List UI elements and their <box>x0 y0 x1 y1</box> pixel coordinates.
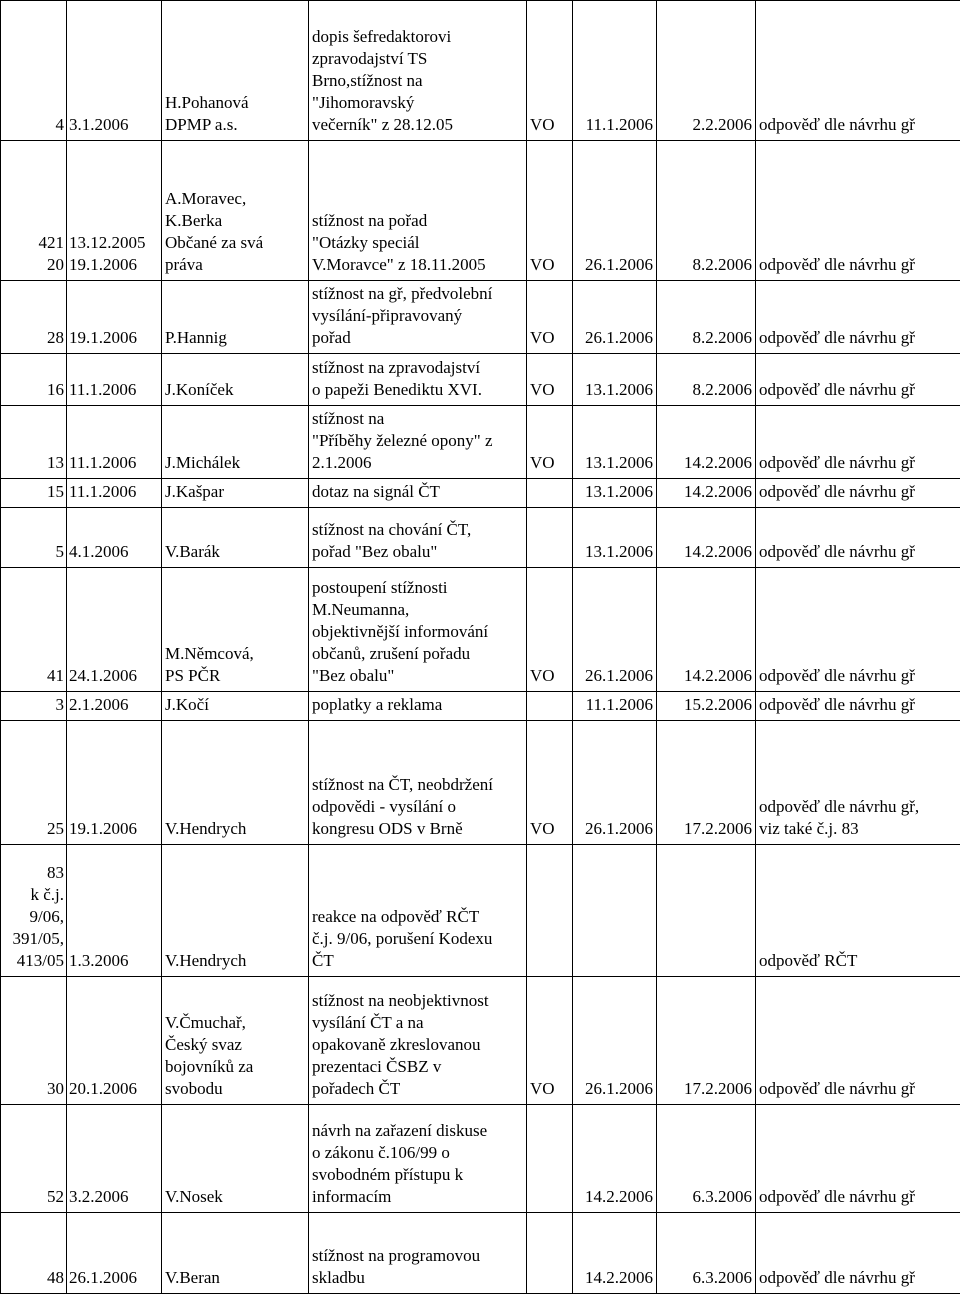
cell-subject: stížnost na gř, předvolební vysílání-připravovaný pořad <box>309 281 527 354</box>
cell-type <box>527 479 573 508</box>
cell-resolved <box>657 845 756 977</box>
cell-id: 28 <box>1 281 67 354</box>
cell-sender: V.Hendrych <box>162 845 309 977</box>
cell-sender: H.Pohanová DPMP a.s. <box>162 1 309 141</box>
cell-resolved: 15.2.2006 <box>657 692 756 721</box>
cell-id: 25 <box>1 721 67 845</box>
cell-type: VO <box>527 281 573 354</box>
table-row <box>1 508 960 568</box>
cell-date: 24.1.2006 <box>67 568 162 692</box>
table-row <box>1 354 960 406</box>
cell-sender: J.Michálek <box>162 406 309 479</box>
cell-result: odpověď dle návrhu gř, viz také č.j. 83 <box>756 721 960 845</box>
cell-sender: V.Beran <box>162 1213 309 1294</box>
table-row <box>1 1105 960 1213</box>
cell-sender: V.Barák <box>162 508 309 568</box>
cell-date: 2.1.2006 <box>67 692 162 721</box>
table-row <box>1 568 960 692</box>
cell-id: 30 <box>1 977 67 1105</box>
table-row <box>1 479 960 508</box>
cell-subject: stížnost na pořad "Otázky speciál V.Moravce" z 18.11.2005 <box>309 141 527 281</box>
cell-result: odpověď dle návrhu gř <box>756 568 960 692</box>
cell-id: 3 <box>1 692 67 721</box>
cell-type <box>527 1213 573 1294</box>
cell-received: 26.1.2006 <box>573 977 657 1105</box>
cell-date: 19.1.2006 <box>67 281 162 354</box>
cell-date: 3.2.2006 <box>67 1105 162 1213</box>
cell-resolved: 8.2.2006 <box>657 354 756 406</box>
table-row <box>1 692 960 721</box>
cell-resolved: 14.2.2006 <box>657 508 756 568</box>
cell-type <box>527 508 573 568</box>
cell-received: 13.1.2006 <box>573 508 657 568</box>
cell-id: 41 <box>1 568 67 692</box>
cell-id: 4 <box>1 1 67 141</box>
cell-sender: P.Hannig <box>162 281 309 354</box>
cell-type: VO <box>527 977 573 1105</box>
cell-type: VO <box>527 1 573 141</box>
cell-received: 13.1.2006 <box>573 479 657 508</box>
cell-received: 26.1.2006 <box>573 568 657 692</box>
cell-result: odpověď dle návrhu gř <box>756 406 960 479</box>
cell-result: odpověď dle návrhu gř <box>756 1213 960 1294</box>
cell-received: 11.1.2006 <box>573 692 657 721</box>
cell-subject: postoupení stížnosti M.Neumanna, objektivnější informování občanů, zrušení pořadu "Bez obalu" <box>309 568 527 692</box>
cell-id: 421 20 <box>1 141 67 281</box>
cell-received: 14.2.2006 <box>573 1213 657 1294</box>
cell-type: VO <box>527 568 573 692</box>
cell-date: 4.1.2006 <box>67 508 162 568</box>
cell-received <box>573 845 657 977</box>
cell-subject: dotaz na signál ČT <box>309 479 527 508</box>
cell-id: 16 <box>1 354 67 406</box>
cell-subject: stížnost na programovou skladbu <box>309 1213 527 1294</box>
cell-resolved: 17.2.2006 <box>657 977 756 1105</box>
cell-result: odpověď dle návrhu gř <box>756 1105 960 1213</box>
cell-date: 26.1.2006 <box>67 1213 162 1294</box>
cell-resolved: 8.2.2006 <box>657 281 756 354</box>
cell-type <box>527 692 573 721</box>
cell-id: 5 <box>1 508 67 568</box>
cell-subject: stížnost na neobjektivnost vysílání ČT a na opakovaně zkreslovanou prezentaci ČSBZ v pořadech ČT <box>309 977 527 1105</box>
cell-received: 26.1.2006 <box>573 281 657 354</box>
cell-sender: J.Kočí <box>162 692 309 721</box>
table-row <box>1 845 960 977</box>
cell-resolved: 8.2.2006 <box>657 141 756 281</box>
cell-result: odpověď dle návrhu gř <box>756 977 960 1105</box>
table-row <box>1 406 960 479</box>
cell-received: 11.1.2006 <box>573 1 657 141</box>
cell-sender: J.Kašpar <box>162 479 309 508</box>
cell-result: odpověď dle návrhu gř <box>756 479 960 508</box>
cell-result: odpověď RČT <box>756 845 960 977</box>
cell-subject: dopis šefredaktorovi zpravodajství TS Brno,stížnost na "Jihomoravský večerník" z 28.12.05 <box>309 1 527 141</box>
cell-resolved: 2.2.2006 <box>657 1 756 141</box>
cell-type: VO <box>527 406 573 479</box>
cell-received: 26.1.2006 <box>573 721 657 845</box>
table-row <box>1 1213 960 1294</box>
cell-result: odpověď dle návrhu gř <box>756 354 960 406</box>
cell-date: 11.1.2006 <box>67 479 162 508</box>
cell-subject: poplatky a reklama <box>309 692 527 721</box>
cell-sender: V.Čmuchař, Český svaz bojovníků za svobodu <box>162 977 309 1105</box>
cell-type: VO <box>527 354 573 406</box>
cell-resolved: 14.2.2006 <box>657 479 756 508</box>
cell-received: 13.1.2006 <box>573 406 657 479</box>
cell-resolved: 14.2.2006 <box>657 568 756 692</box>
cell-resolved: 6.3.2006 <box>657 1105 756 1213</box>
cell-type <box>527 1105 573 1213</box>
cell-type <box>527 845 573 977</box>
cell-sender: V.Hendrych <box>162 721 309 845</box>
cell-date: 19.1.2006 <box>67 721 162 845</box>
cell-resolved: 17.2.2006 <box>657 721 756 845</box>
cell-result: odpověď dle návrhu gř <box>756 281 960 354</box>
cell-received: 26.1.2006 <box>573 141 657 281</box>
cell-subject: reakce na odpověď RČT č.j. 9/06, porušení Kodexu ČT <box>309 845 527 977</box>
cell-id: 83 k č.j. 9/06, 391/05, 413/05 <box>1 845 67 977</box>
cell-result: odpověď dle návrhu gř <box>756 508 960 568</box>
cell-date: 20.1.2006 <box>67 977 162 1105</box>
cell-result: odpověď dle návrhu gř <box>756 1 960 141</box>
cell-subject: návrh na zařazení diskuse o zákonu č.106/99 o svobodném přístupu k informacím <box>309 1105 527 1213</box>
cell-result: odpověď dle návrhu gř <box>756 141 960 281</box>
cell-result: odpověď dle návrhu gř <box>756 692 960 721</box>
cell-date: 11.1.2006 <box>67 406 162 479</box>
cell-subject: stížnost na ČT, neobdržení odpovědi - vysílání o kongresu ODS v Brně <box>309 721 527 845</box>
cell-received: 14.2.2006 <box>573 1105 657 1213</box>
cell-subject: stížnost na zpravodajství o papeži Benediktu XVI. <box>309 354 527 406</box>
cell-sender: J.Koníček <box>162 354 309 406</box>
cell-id: 48 <box>1 1213 67 1294</box>
cell-id: 15 <box>1 479 67 508</box>
cell-resolved: 6.3.2006 <box>657 1213 756 1294</box>
table-row <box>1 141 960 281</box>
cell-sender: M.Němcová, PS PČR <box>162 568 309 692</box>
cell-id: 52 <box>1 1105 67 1213</box>
cell-id: 13 <box>1 406 67 479</box>
cell-sender: A.Moravec, K.Berka Občané za svá práva <box>162 141 309 281</box>
cell-resolved: 14.2.2006 <box>657 406 756 479</box>
table-row <box>1 977 960 1105</box>
cell-date: 13.12.2005 19.1.2006 <box>67 141 162 281</box>
cell-type: VO <box>527 141 573 281</box>
table-row <box>1 281 960 354</box>
cell-subject: stížnost na chování ČT, pořad "Bez obalu" <box>309 508 527 568</box>
cell-sender: V.Nosek <box>162 1105 309 1213</box>
cell-type: VO <box>527 721 573 845</box>
cell-date: 1.3.2006 <box>67 845 162 977</box>
table-row <box>1 721 960 845</box>
cell-received: 13.1.2006 <box>573 354 657 406</box>
cell-date: 3.1.2006 <box>67 1 162 141</box>
cell-date: 11.1.2006 <box>67 354 162 406</box>
cell-subject: stížnost na "Příběhy železné opony" z 2.1.2006 <box>309 406 527 479</box>
table-row <box>1 1 960 141</box>
